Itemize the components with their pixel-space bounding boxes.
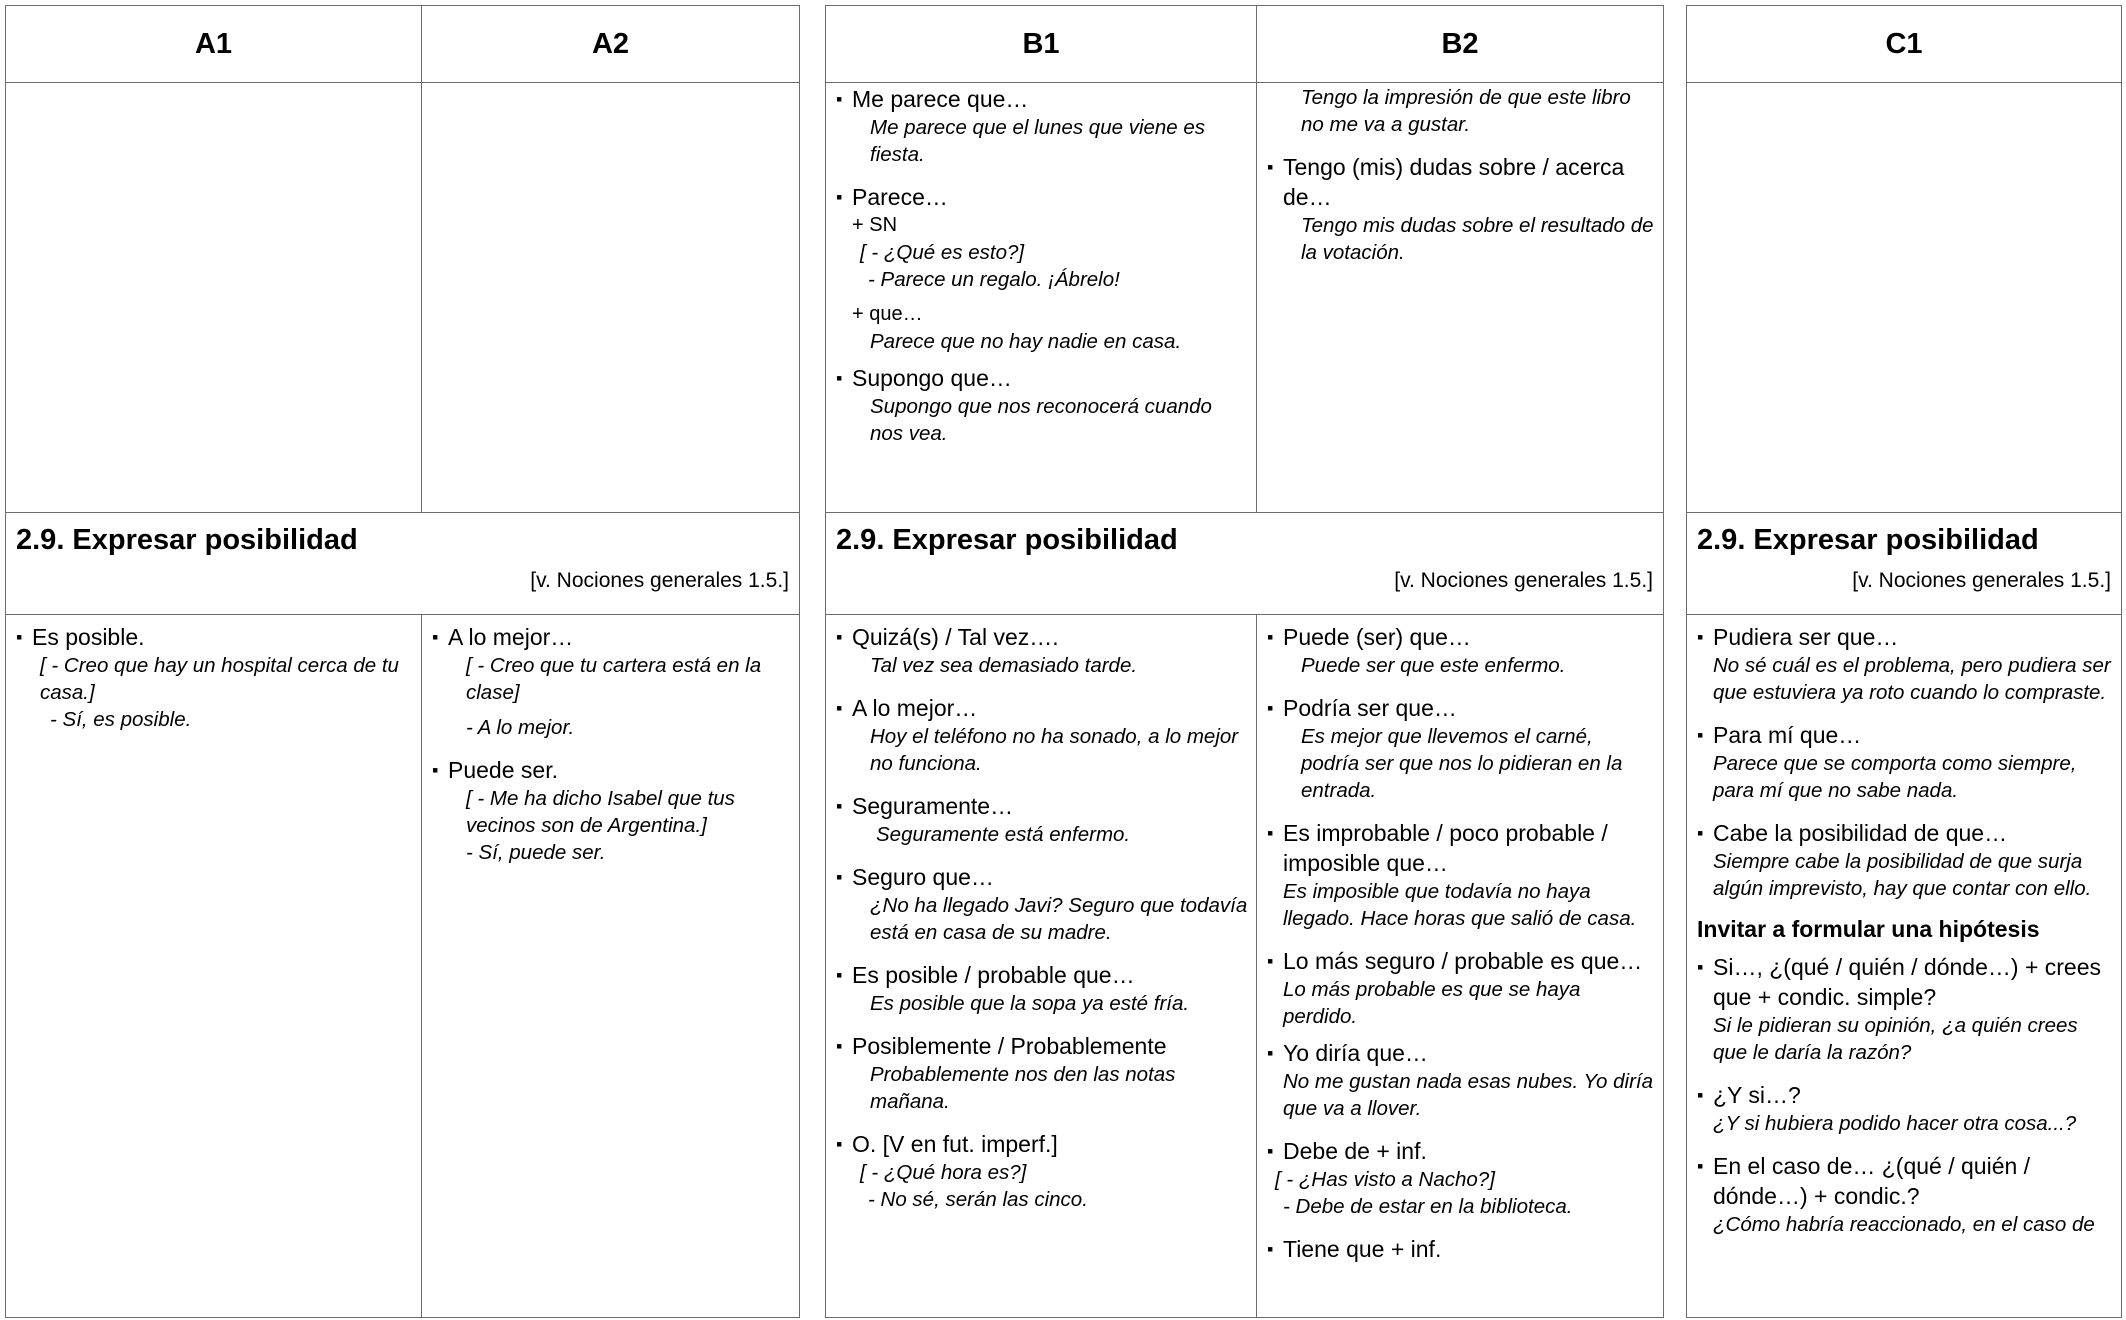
section-reference: [v. Nociones generales 1.5.] [1852,569,2111,592]
level-b1-header: B1 [826,6,1257,82]
list-item: ▪ A lo mejor… [836,693,1248,723]
example-text: Tengo la impresión de que este libro no me va a gustar. [1301,86,1631,136]
level-c1-header: C1 [1885,27,1923,60]
example-text: - Debe de estar en la biblioteca. [1283,1195,1573,1218]
list-item: ▪ Para mí que… [1697,720,2113,750]
b2-lower-content [1267,622,1655,1264]
list-item: ▪ O. [V en fut. imperf.] [836,1129,1248,1159]
example-text: Supongo que nos reconocerá cuando nos vea. [870,395,1212,445]
level-header-row [6,6,799,83]
section-title: 2.9. Expresar posibilidad [16,524,358,556]
list-item: ▪ Es posible. [16,622,413,652]
c1-upper-cell [1687,82,2121,512]
b1-lower-cell [826,614,1257,1317]
b2-lower-cell [1257,614,1663,1317]
level-a2-header: A2 [591,27,630,60]
example-text: No me gustan nada esas nubes. Yo diría que va a llover. [1283,1070,1654,1120]
lower-row [1687,614,2121,1317]
upper-row [6,82,799,513]
list-item: ▪ Lo más seguro / probable es que… [1267,946,1655,976]
list-item: ▪ Si…, ¿(qué / quién / dónde…) + crees que + condic. simple? [1697,952,2113,1012]
b1-lower-content [836,622,1248,1213]
example-text: Parece que se comporta como siempre, para mí que no sabe nada. [1713,752,2077,802]
example-text: Parece que no hay nadie en casa. [870,330,1182,353]
list-item: ▪ Posiblemente / Probablemente [836,1031,1248,1061]
example-text: Siempre cabe la posibilidad de que surja algún imprevisto, hay que contar con ello. [1713,850,2092,900]
panel-a1-a2 [5,5,800,1318]
example-text: ¿No ha llegado Javi? Seguro que todavía está en casa de su madre. [870,894,1248,944]
list-item: ▪ Seguramente… [836,791,1248,821]
example-text: [ - Me ha dicho Isabel que tus vecinos son de Argentina.] [466,787,735,837]
list-item: ▪ Debe de + inf. [1267,1136,1655,1166]
example-text: Es mejor que llevemos el carné, podría ser que nos lo pidieran en la entrada. [1301,725,1623,802]
example-text: Seguramente está enfermo. [876,823,1131,846]
example-text: - Sí, es posible. [50,708,192,731]
list-item: ▪ Yo diría que… [1267,1038,1655,1068]
panel-b1-b2 [825,5,1664,1318]
list-item: ▪ Seguro que… [836,862,1248,892]
section-reference: [v. Nociones generales 1.5.] [1394,569,1653,592]
c1-lower-content [1697,622,2113,1238]
level-a1-header: A1 [6,6,422,82]
example-text: ¿Y si hubiera podido hacer otra cosa...? [1713,1112,2077,1135]
c1-lower-cell [1687,614,2121,1317]
list-item: ▪ Puede ser. [432,755,791,785]
example-text: - Sí, puede ser. [466,841,606,864]
b1-upper-content [836,84,1248,447]
a1-content [16,622,413,733]
list-item: ▪ Parece… [836,182,1248,212]
example-text: Hoy el teléfono no ha sonado, a lo mejor no funciona. [870,725,1239,775]
example-text: [ - ¿Has visto a Nacho?] [1275,1168,1495,1191]
example-text: Lo más probable es que se haya perdido. [1283,978,1581,1028]
b2-upper-content [1267,84,1655,266]
example-text: ¿Cómo habría reaccionado, en el caso de [1713,1213,2095,1236]
list-item: ▪ Cabe la posibilidad de que… [1697,818,2113,848]
upper-row [826,82,1663,513]
list-item: ▪ Es improbable / poco probable / imposible que… [1267,818,1655,878]
list-item: ▪ En el caso de… ¿(qué / quién / dónde…) + condic.? [1697,1151,2113,1211]
example-text: Puede ser que este enfermo. [1301,654,1566,677]
a1-upper-cell [6,82,422,512]
example-text: Tal vez sea demasiado tarde. [870,654,1138,677]
sub-pattern: + que… [852,303,923,325]
a2-lower-cell [422,614,799,1317]
example-text: [ - ¿Qué hora es?] [860,1161,1027,1184]
example-text: Me parece que el lunes que viene es fiesta. [870,116,1206,166]
example-text: [ - ¿Qué es esto?] [860,241,1025,264]
section-header [826,512,1663,615]
level-b2-header: B2 [1441,27,1479,60]
list-item: ▪ Tengo (mis) dudas sobre / acerca de… [1267,152,1655,212]
level-header-row [826,6,1663,83]
section-title: 2.9. Expresar posibilidad [836,524,1178,556]
section-header [1687,512,2121,615]
example-text: - Parece un regalo. ¡Ábrelo! [868,268,1120,291]
section-header [6,512,799,615]
example-text: [ - Creo que hay un hospital cerca de tu casa.] [40,654,399,704]
list-item: ▪ Podría ser que… [1267,693,1655,723]
a2-upper-cell [422,82,799,512]
sub-pattern: + SN [852,214,898,236]
example-text: Tengo mis dudas sobre el resultado de la votación. [1301,214,1654,264]
b1-upper-cell [826,82,1257,512]
lower-row [826,614,1663,1317]
upper-row [1687,82,2121,513]
list-item: ▪ A lo mejor… [432,622,791,652]
list-item: ▪ Es posible / probable que… [836,960,1248,990]
b2-upper-cell [1257,82,1663,512]
example-text: - A lo mejor. [466,716,575,739]
level-header-row [1687,6,2121,83]
a2-content [432,622,791,866]
example-text: Probablemente nos den las notas mañana. [870,1063,1176,1113]
section-reference: [v. Nociones generales 1.5.] [530,569,789,592]
example-text: No sé cuál es el problema, pero pudiera ser que estuviera ya roto cuando lo compraste. [1713,654,2111,704]
list-item: ▪ Me parece que… [836,84,1248,114]
subsection-heading: Invitar a formular una hipótesis [1697,916,2040,942]
list-item: ▪ Puede (ser) que… [1267,622,1655,652]
list-item: ▪ Quizá(s) / Tal vez…. [836,622,1248,652]
example-text: Es imposible que todavía no haya llegado. Hace horas que salió de casa. [1283,880,1637,930]
a1-lower-cell [6,614,422,1317]
list-item: ▪ Tiene que + inf. [1267,1234,1655,1264]
list-item: ▪ Pudiera ser que… [1697,622,2113,652]
example-text: [ - Creo que tu cartera está en la clase] [466,654,762,704]
panel-c1 [1686,5,2122,1318]
example-text: Es posible que la sopa ya esté fría. [870,992,1190,1015]
example-text: Si le pidieran su opinión, ¿a quién crees que le daría la razón? [1713,1014,2078,1064]
list-item: ▪ Supongo que… [836,363,1248,393]
example-text: - No sé, serán las cinco. [868,1188,1088,1211]
section-title: 2.9. Expresar posibilidad [1697,524,2039,556]
lower-row [6,614,799,1317]
list-item: ▪ ¿Y si…? [1697,1080,2113,1110]
